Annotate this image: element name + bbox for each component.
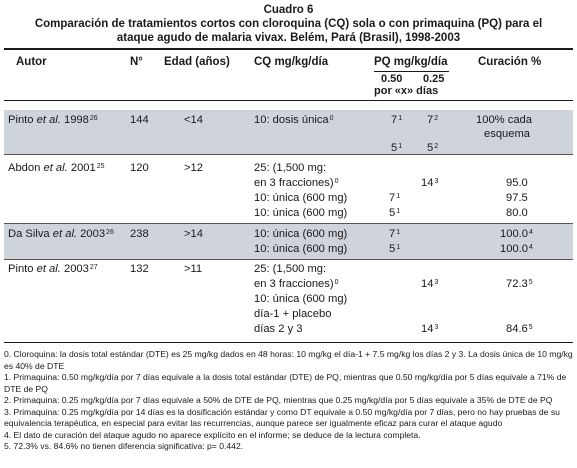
table-cell-curacion: 80.0 <box>506 207 528 219</box>
header-autor: Autor <box>16 56 47 68</box>
table-cell-pq025: $14^3$ <box>421 278 439 290</box>
table-cell-cq: 10: única (600 mg) <box>254 243 348 255</box>
header-edad: Edad (años) <box>164 56 230 68</box>
table-cell-cq: días 2 y 3 <box>254 323 303 335</box>
table-cell-pq050: $7^1$ <box>389 192 401 204</box>
table-cell-cq: día-1 + placebo <box>254 308 332 320</box>
header-pq: PQ mg/kg/día <box>374 56 448 68</box>
table-cell-cq: 25: (1,500 mg: <box>254 162 327 174</box>
table-cell-pq050: $5^1$ <box>389 243 401 255</box>
table-cell-autor: Da Silva et al. 2003$^{26}$ <box>8 228 114 240</box>
table-cell-cq: 10: única (600 mg) <box>254 228 348 240</box>
table-cell-cq: 10: dosis única$^0$ <box>254 114 334 126</box>
table-cell-n: 120 <box>130 162 149 174</box>
table-cell-n: 132 <box>130 263 149 275</box>
bottom-rule <box>4 342 573 343</box>
table-title-line-1: Comparación de tratamientos cortos con cloroquina (CQ) sola o con primaquina (PQ) para el <box>34 18 543 30</box>
table-cell-cq: 10: única (600 mg) <box>254 192 348 204</box>
table-cell-cq: 10: única (600 mg) <box>254 207 348 219</box>
table-cell-edad: >11 <box>184 263 203 275</box>
table-number: Cuadro 6 <box>263 4 314 16</box>
footnote: 5. 72.3% vs. 84.6% no tienen diferencia significativa: p= 0.442. <box>4 441 244 451</box>
table-cell-curacion: 95.0 <box>506 177 528 189</box>
footnote: 3. Primaquina: 0.25 mg/kg/día por 14 días es la dosificación estándar y como DT equivale a 0.50 mg/kg/día por 7 días, pero no hay pruebas de su equivalencia terapéutica, en especial para evitar las recurrencias, aunque parece ser igualmente eficaz para curar el ataque agudo <box>4 406 560 428</box>
table-cell-curacion: 72.3$^5$ <box>506 278 533 290</box>
table-cell-edad: <14 <box>184 114 203 126</box>
table-title-line-2: ataque agudo de malaria vivax. Belém, Pará (Brasil), 1998-2003 <box>116 32 461 44</box>
table-cell-cq: 10: única (600 mg) <box>254 293 348 305</box>
header-rule <box>4 100 573 101</box>
footnote: 4. El dato de curación del ataque agudo no aparece explícito en el informe; se deduce de la lectura completa. <box>4 429 421 440</box>
table-cell-pq025: $5^2$ <box>427 142 439 154</box>
table-cell-cq: en 3 fracciones)$^0$ <box>254 278 339 290</box>
table-cell-n: 144 <box>130 114 149 126</box>
table-cell-pq050: $5^1$ <box>391 142 403 154</box>
row-separator <box>4 154 573 155</box>
table-cell-autor: Abdon et al. 2001$^{25}$ <box>8 162 105 174</box>
header-n: N° <box>130 56 143 68</box>
table-cell-cq: 25: (1,500 mg: <box>254 263 327 275</box>
table-cell-curacion: 84.6$^5$ <box>506 323 533 335</box>
pq-underline <box>374 71 449 72</box>
table-cell-pq050: $7^1$ <box>389 228 401 240</box>
header-cq: CQ mg/kg/día <box>254 56 329 68</box>
row-separator <box>4 259 573 260</box>
table-cell-pq050: $5^1$ <box>389 207 401 219</box>
table-cell-curacion: 100.0$^4$ <box>500 228 533 240</box>
table-cell-autor: Pinto et al. 1998$^{26}$ <box>8 114 98 126</box>
table-cell-pq025: $14^3$ <box>421 177 439 189</box>
table-cell-autor: Pinto et al. 2003$^{27}$ <box>8 263 98 275</box>
footnote: 1. Primaquina: 0.50 mg/kg/día por 7 días equivale a la dosis total estándar (DTE) de PQ, mientras que 0.50 mg/kg/día por 5 días equivale a 71% de DTE de PQ <box>4 372 567 394</box>
top-rule <box>4 48 573 50</box>
table-cell-pq025: $7^2$ <box>427 114 439 126</box>
table-cell-curacion: 100% cada <box>476 114 532 126</box>
footnote: 0. Cloroquina: la dosis total estándar (DTE) es 25 mg/kg dados en 48 horas: 10 mg/kg el día-1 + 7.5 mg/kg los días 2 y 3. La dosis única de 10 mg/kg es 40% de DTE <box>4 349 573 371</box>
table-cell-curacion: esquema <box>484 128 531 140</box>
table-cell-curacion: 100.0$^4$ <box>500 243 533 255</box>
table-cell-pq050: $7^1$ <box>391 114 403 126</box>
table-cell-curacion: 97.5 <box>506 192 528 204</box>
header-curacion: Curación % <box>478 56 542 68</box>
footnotes <box>4 349 573 453</box>
table-cell-pq025: $14^3$ <box>421 323 439 335</box>
header-pq-days: por «x» días <box>374 85 439 97</box>
table-cell-n: 238 <box>130 228 149 240</box>
footnote: 2. Primaquina: 0.25 mg/kg/día por 7 días equivale a 50% de DTE de PQ, mientras que 0.25 mg/kg/día por 5 días equivale a 35% de DTE de PQ <box>4 395 553 405</box>
table-cell-edad: >14 <box>184 228 203 240</box>
header-pq-025: 0.25 <box>423 73 445 85</box>
table-cell-edad: >12 <box>184 162 203 174</box>
header-pq-050: 0.50 <box>381 73 403 85</box>
table-cell-cq: en 3 fracciones)$^0$ <box>254 177 339 189</box>
